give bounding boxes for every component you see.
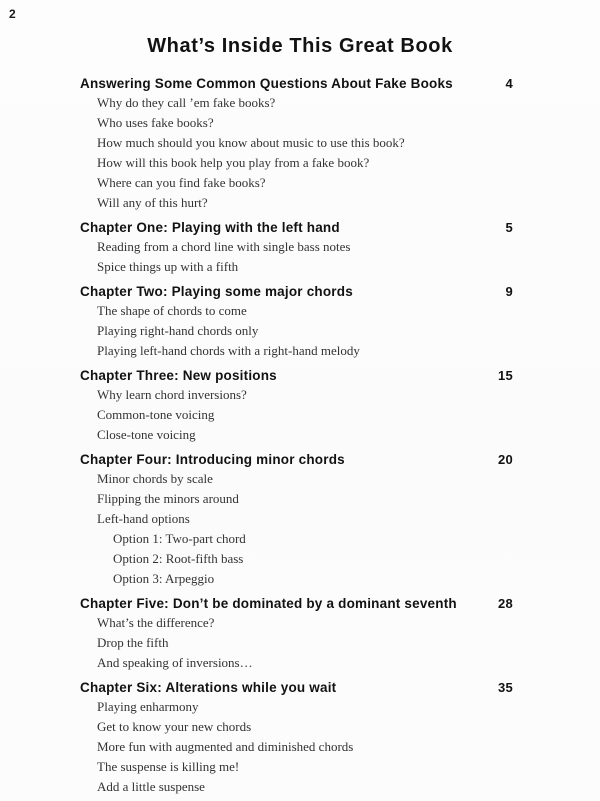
toc-section	[80, 283, 513, 361]
toc-section-title: Chapter Three: New positions	[80, 368, 277, 383]
toc-item: Where can you find fake books?	[97, 175, 266, 190]
toc-item: Drop the fifth	[97, 635, 169, 650]
toc-section-page-number: 15	[497, 368, 513, 383]
toc-section	[80, 595, 513, 673]
toc-item: Option 1: Two-part chord	[113, 531, 246, 546]
toc-item: Flipping the minors around	[97, 491, 239, 506]
toc-item: How will this book help you play from a fake book?	[97, 155, 370, 170]
toc-section-header	[80, 283, 513, 301]
toc-section	[80, 679, 513, 797]
toc-section-items	[80, 469, 513, 589]
toc-section-title: Answering Some Common Questions About Fake Books	[80, 76, 453, 91]
toc-section	[80, 451, 513, 589]
toc-item: Get to know your new chords	[97, 719, 252, 734]
toc-item: Playing enharmony	[97, 699, 199, 714]
toc-item: Common-tone voicing	[97, 407, 215, 422]
toc-section-title: Chapter Five: Don’t be dominated by a dominant seventh	[80, 596, 457, 611]
toc-item: Left-hand options	[97, 511, 190, 526]
toc-section-page-number: 9	[505, 284, 513, 299]
toc-item: Reading from a chord line with single bass notes	[97, 239, 351, 254]
toc-section-title: Chapter Two: Playing some major chords	[80, 284, 353, 299]
toc-item: What’s the difference?	[97, 615, 215, 630]
toc-item: Close-tone voicing	[97, 427, 196, 442]
toc-section-page-number: 20	[497, 452, 513, 467]
toc-section-title: Chapter Six: Alterations while you wait	[80, 680, 337, 695]
toc-section-header	[80, 219, 513, 237]
toc-item: Playing left-hand chords with a right-hand melody	[97, 343, 360, 358]
toc-section-page-number: 28	[497, 596, 513, 611]
page-title: What’s Inside This Great Book	[147, 35, 453, 57]
toc-item: Option 2: Root-fifth bass	[113, 551, 244, 566]
toc-item: Why learn chord inversions?	[97, 387, 247, 402]
toc-item: Add a little suspense	[97, 779, 205, 794]
toc-section-header	[80, 451, 513, 469]
toc-section-header	[80, 679, 513, 697]
toc-section-items	[80, 237, 513, 277]
toc-item: Why do they call ’em fake books?	[97, 95, 276, 110]
toc-section-header	[80, 367, 513, 385]
toc-section-items	[80, 301, 513, 361]
toc-section-title: Chapter One: Playing with the left hand	[80, 220, 340, 235]
toc-section-items	[80, 93, 513, 213]
toc-item: Who uses fake books?	[97, 115, 214, 130]
toc-section-header	[80, 75, 513, 93]
toc-section-items	[80, 385, 513, 445]
toc-item: Minor chords by scale	[97, 471, 213, 486]
toc-section-page-number: 35	[497, 680, 513, 695]
toc-section-page-number: 5	[505, 220, 513, 235]
toc-item: And speaking of inversions…	[97, 655, 253, 670]
toc-section-items	[80, 613, 513, 673]
table-of-contents	[80, 75, 513, 797]
toc-section-title: Chapter Four: Introducing minor chords	[80, 452, 345, 467]
toc-section	[80, 367, 513, 445]
toc-section-header	[80, 595, 513, 613]
toc-item: Spice things up with a fifth	[97, 259, 239, 274]
toc-section	[80, 219, 513, 277]
toc-item: Option 3: Arpeggio	[113, 571, 215, 586]
toc-item: How much should you know about music to use this book?	[97, 135, 405, 150]
toc-item: More fun with augmented and diminished chords	[97, 739, 354, 754]
toc-item: Will any of this hurt?	[97, 195, 208, 210]
toc-section-page-number: 4	[505, 76, 513, 91]
toc-item: The suspense is killing me!	[97, 759, 240, 774]
toc-item: Playing right-hand chords only	[97, 323, 259, 338]
toc-section-items	[80, 697, 513, 797]
page-number-folio: 2	[9, 7, 16, 21]
toc-item: The shape of chords to come	[97, 303, 247, 318]
toc-section	[80, 75, 513, 213]
